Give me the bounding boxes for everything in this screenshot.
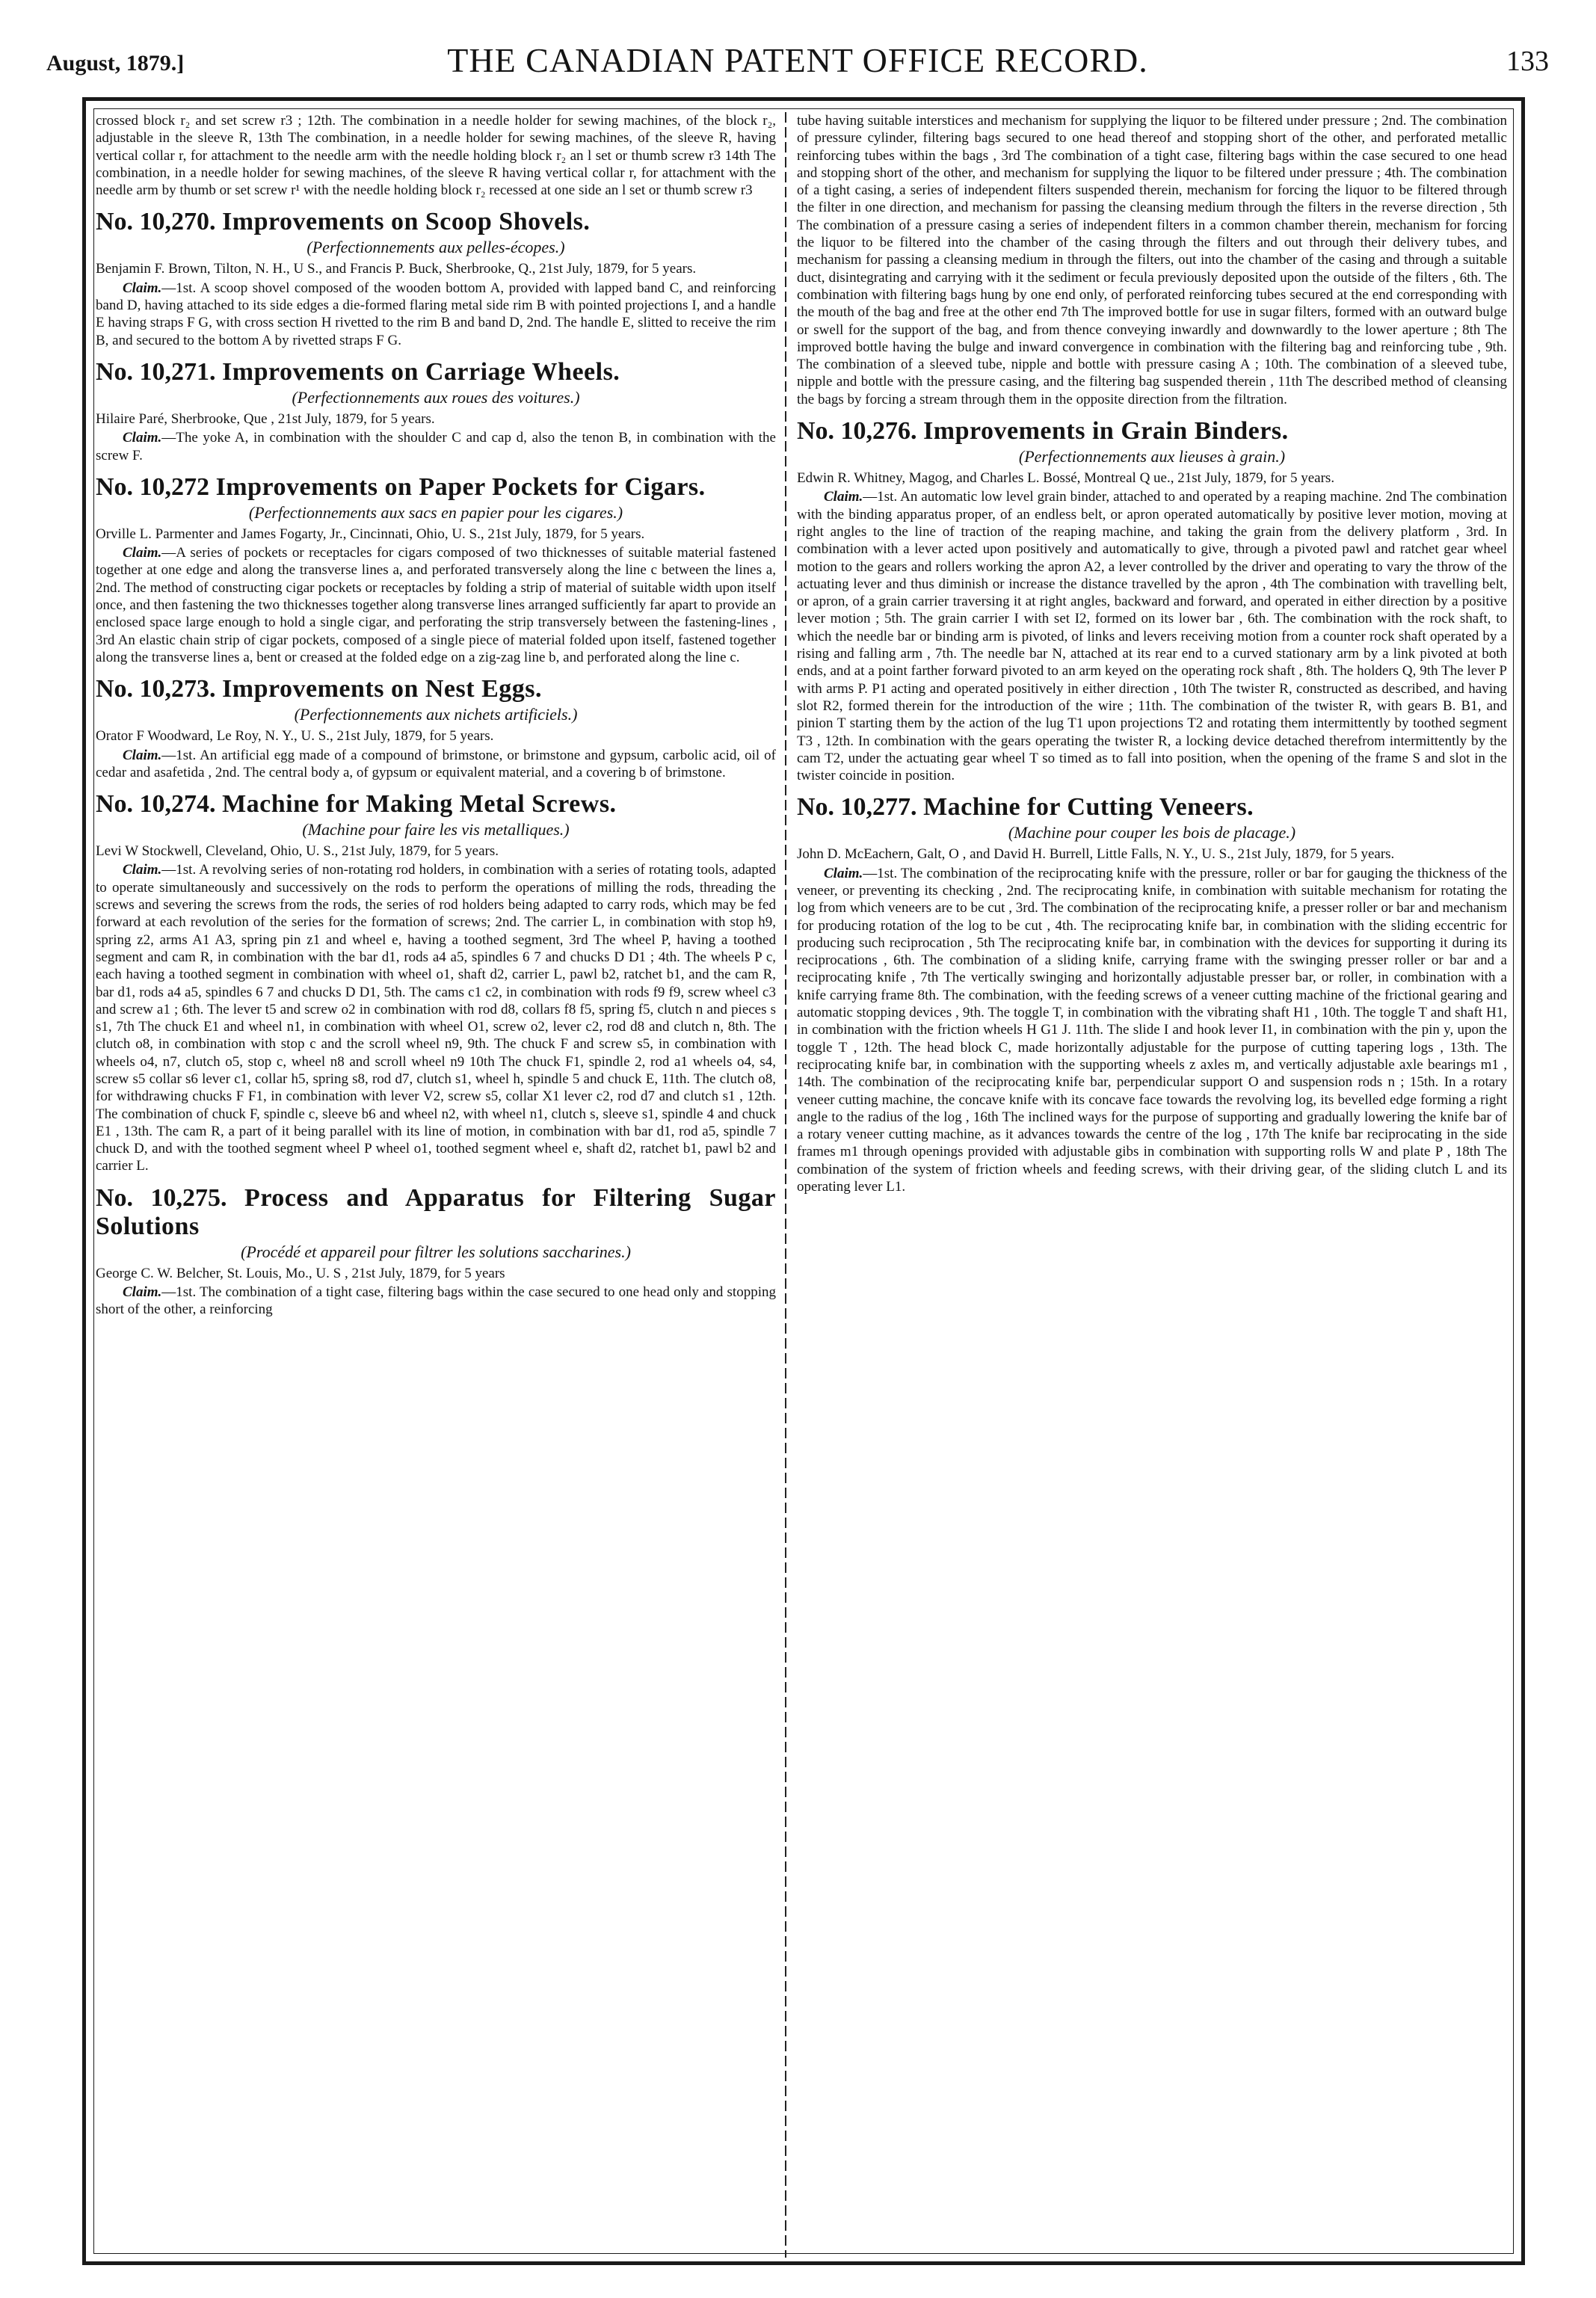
patent-number: No. 10,274. xyxy=(96,790,216,819)
claim-text: —1st. An automatic low level grain binder, attached to and operated by a reaping machine. 2nd The combination with the binding apparatus proper, of an endless belt, or apron operated automatically by positive lever motion, moving at right angles to the line of traction of the reaping machine, and taking the grain from the delivery platform , 3rd. In combination with a lever acted upon positively and automatically to give, through a pivoted pawl and ratchet gear wheel motion to the gears and rollers working the apron A2, a lever controlled by the driver and operating to vary the throw of the actuating lever and thus diminish or increase the distance travelled by the apron , 4th The combination with travelling belt, or apron, of a grain carrier traversing it at right angles, backward and forward, and operated in either direction by a positive lever motion ; 5th. The grain carrier I with set I2, formed on its lower bar , 6th. The combination with the rock shaft, to which the needle bar or binding arm is pivoted, of links and levers receiving motion from a counter rock shaft operated by a rising and falling arm , 7th. The needle bar N, attached at its rear end to a curved stationary arm by a link pivoted at both ends, and at a point farther forward pivoted to an arm keyed on the operating rock shaft , 8th. The holders Q, 9th The lever P with arms P. P1 acting and operated positively in either direction , 10th The twister R, constructed as described, and having slot R2, formed therein for the introduction of the wire ; 11th. The combination of the twister R, with gears B. B1, and pinion T starting them by the action of the lug T1 upon projections T2 and rotating them intermittently by toothed segment T3 , 12th. In combination with the gears operating the twister R, a locking device detached therefrom intermittently by the cam T2, under the actuating gear wheel T so timed as to fall into position, when the opening of the frame S and slot in the twister coincide in position. xyxy=(797,489,1507,784)
claim-text: —1st. The combination of the reciprocating knife with the pressure, roller or bar for gauging the thickness of the veneer, or preventing its checking , 2nd. The reciprocating knife, in combination with suitable mechanism for rotating the log from which veneers are to be cut , 3rd. The combination of the reciprocating knife, a presser roller or bar and mechanism for producing rotation of the log to be cut , 4th. The reciprocating knife bar, in combination with the sliding eccentric for producing such reciprocation , 5th The reciprocating knife bar, in combination with the devices for supporting it during its reciprocations , 6th. The combination of a sliding knife, carrying frame with the swinging presser roller or bar and a reciprocating knife , 7th The vertically swinging and horizontally adjustable presser bar, or roller, in combination with a knife carrying frame 8th. The combination, with the feeding screws of a veneer cutting machine of the frictional gearing and automatic stopping devices , 9th. The toggle T, in combination with the vibrating shaft H1 , 10th. The toggle T and shaft H1, in combination with the friction wheels H G1 J. 11th. The slide I and hook lever I1, in combination with the pin y, upon the toggle T , 12th. The head block C, made horizontally adjustable for the purpose of cutting tapering logs , 13th. The reciprocating knife bar, in combination with the supporting wheels z axles m, and vertically adjustable axle bearings m1 , 14th. The combination of the reciprocating knife bar, perpendicular support O and suspension rods n ; 15th. In a rotary veneer cutting machine, the concave knife with its concave face towards the revolving log, its bevelled edge forming a right angle to the radius of the log , 16th The inclined ways for the purpose of supporting and gradually lowering the knife bar of a rotary veneer cutting machine, as it advances towards the centre of the log , 17th The knife bar reciprocating in the side frames m1 through openings provided with adjustable gibs in combination with supporting rolls W and plate P , 18th The combination of the system of friction wheels and feeding screws, with their driving gear, of the sliding clutch L and its operating lever L1. xyxy=(797,865,1507,1195)
patent-entry xyxy=(96,1184,776,1319)
patent-number: No. 10,271. xyxy=(96,357,216,386)
claim-label: Claim. xyxy=(824,489,863,505)
french-title: (Perfectionnements aux lieuses à grain.) xyxy=(1018,447,1286,466)
claim-text: —1st. The combination of a tight case, filtering bags within the case secured to one head only and stopping short of the other, a reinforcing xyxy=(96,1284,776,1318)
patent-entry xyxy=(96,208,776,348)
claim-label: Claim. xyxy=(123,862,162,878)
patent-title xyxy=(96,1184,776,1241)
patentee-names: George C. W. Belcher, St. Louis, Mo., U. S , 21st July, 1879, for 5 years xyxy=(96,1265,505,1281)
claim-label: Claim. xyxy=(123,280,162,296)
patentee-names: Edwin R. Whitney, Magog, and Charles L. Bossé, Montreal Q ue., 21st July, 1879, for 5 years. xyxy=(797,470,1335,487)
patentee-names: Benjamin F. Brown, Tilton, N. H., U S., and Francis P. Buck, Sherbrooke, Q., 21st July, 1879, for 5 years. xyxy=(96,261,697,277)
page-number: 133 xyxy=(1506,46,1549,77)
patent-number: No. 10,276. xyxy=(797,417,917,446)
claim-text: —1st. A scoop shovel composed of the wooden bottom A, provided with lapped band C, and reinforcing band D, having attached to its side edges a die-formed flaring metal side rim B with pointed projections I, and a handle E having straps F G, with cross section H rivetted to the rim B and band D, 2nd. The handle E, slitted to receive the rim B, and secured to the bottom A by rivetted straps F G. xyxy=(96,280,776,348)
claim-paragraph xyxy=(797,865,1507,1196)
patent-title-text: Improvements on Nest Eggs. xyxy=(222,675,542,703)
patent-title xyxy=(96,675,776,703)
patent-entry xyxy=(96,790,776,1175)
left-entries xyxy=(96,208,776,1318)
patent-title-text: Machine for Cutting Veneers. xyxy=(923,793,1254,822)
patent-number: No. 10,272 xyxy=(96,472,210,501)
claim-text: —A series of pockets or receptacles for cigars composed of two thicknesses of suitable material fastened together at one edge and along the transverse lines a, and perforated transversely along the line c between the lines a, 2nd. The method of constructing cigar pockets or receptacles by folding a strip of material of suitable width upon itself once, and then fastening the two thicknesses together along transverse lines arranged sufficiently far apart to provide an enclosed space large enough to hold a single cigar, and perforating the strip transversely between the fastening-lines , 3rd An elastic chain strip of cigar pockets, composed of a single piece of material folded upon itself, fastened together along the transverse lines a, bent or creased at the folded edge on a zig-zag line b, and perforated along the line c. xyxy=(96,545,776,665)
french-title: (Perfectionnements aux roues des voitures.) xyxy=(292,387,580,407)
continued-claim-text: tube having suitable interstices and mechanism for supplying the liquor to be filtered under pressure ; 2nd. The combination of pressure cylinder, filtering bags secured to one head thereof and stopping short of the other, and perforated metallic reinforcing tubes within the bags , 3rd The combination of a tight case, filtering bags within the case secured to one head and stopping short of the other, and mechanism for supplying the liquor to be filtered under pressure ; 4th. The combination of a tight casing, a series of independent filters suspended therein, mechanism for forcing the liquor to be filtered through the filter in one direction, and mechanism for passing the cleansing medium through the filters in the reverse direction , 5th The combination of a pressure casing a series of independent filters in a common chamber therein, mechanism for forcing the liquor to be filtered into the chamber of the casing through the filters and out through their delivery tubes, and mechanism for passing a cleansing medium in through the filters, out into the chamber of the casing and through a suitable duct, disintegrating and carrying with it the sediment or fecula previously deposited upon the outside of the filters , 6th. The combination with filtering bags hung by one end only, of perforated reinforcing tubes secured at the end corresponding with the mouth of the bag and free at the other end 7th The improved bottle for use in sugar filters, formed with an outward bulge or swell for the support of the bag, and from thence conveying inwardly and downwardly to the lower aperture ; 8th The improved bottle having the bulge and inward convergence in combination with the filtering bag and reinforcing tube , 9th. The combination of a sleeved tube, nipple and bottle with pressure casing A ; 10th. The combination of a sleeved tube, nipple and bottle with the pressure casing, and the filtering bag suspended therein , 11th The described method of cleansing the bags by forcing a stream through them in the opposite direction from the filtration. xyxy=(797,113,1507,407)
patent-number: No. 10,273. xyxy=(96,675,216,703)
patent-title-text: Improvements on Carriage Wheels. xyxy=(222,357,620,386)
patentee-names: John D. McEachern, Galt, O , and David H. Burrell, Little Falls, N. Y., U. S., 21st July, 1879, for 5 years. xyxy=(797,846,1395,863)
patent-entry xyxy=(96,473,776,666)
right-column xyxy=(797,112,1507,2250)
claim-paragraph xyxy=(96,861,776,1174)
french-title: (Perfectionnements aux pelles-écopes.) xyxy=(306,238,565,257)
patent-entry xyxy=(96,675,776,781)
patent-entry xyxy=(797,793,1507,1195)
publication-title: THE CANADIAN PATENT OFFICE RECORD. xyxy=(447,41,1148,79)
claim-text: —The yoke A, in combination with the shoulder C and cap d, also the tenon B, in combination with the screw F. xyxy=(96,430,776,463)
patent-entry xyxy=(797,417,1507,784)
patent-title-text: Improvements on Scoop Shovels. xyxy=(222,208,591,236)
claim-paragraph xyxy=(96,747,776,782)
french-title: (Machine pour faire les vis metalliques.) xyxy=(302,820,570,840)
claim-paragraph xyxy=(96,280,776,349)
patent-title xyxy=(797,417,1507,446)
patentee-names: Levi W Stockwell, Cleveland, Ohio, U. S., 21st July, 1879, for 5 years. xyxy=(96,843,499,860)
claim-text: —1st. An artificial egg made of a compound of brimstone, or brimstone and gypsum, carbolic acid, oil of cedar and asafetida , 2nd. The central body a, of gypsum or equivalent material, and a covering b of brimstone. xyxy=(96,747,776,780)
column-divider xyxy=(785,112,786,2258)
patent-number: No. 10,275. xyxy=(96,1183,227,1212)
issue-date: August, 1879.] xyxy=(46,51,185,76)
patent-title-text: Improvements in Grain Binders. xyxy=(923,417,1289,446)
claim-label: Claim. xyxy=(123,430,162,446)
left-column xyxy=(96,112,776,2250)
patent-title xyxy=(96,473,776,502)
patent-title-text: Machine for Making Metal Screws. xyxy=(222,790,617,819)
patent-title xyxy=(96,358,776,386)
claim-paragraph xyxy=(96,429,776,464)
patent-number: No. 10,270. xyxy=(96,208,216,236)
patent-entry xyxy=(96,358,776,464)
claim-label: Claim. xyxy=(123,747,162,763)
patent-title-text: Process and Apparatus for Filtering Sugar Solutions xyxy=(96,1183,776,1240)
patentee-names: Orator F Woodward, Le Roy, N. Y., U. S., 21st July, 1879, for 5 years. xyxy=(96,728,494,745)
continued-claim-text: crossed block r₂ and set screw r3 ; 12th. The combination in a needle holder for sewing machines, of the block r₂, adjustable in the sleeve R, 13th The combination, in a needle holder for sewing machines, of the sleeve R, having vertical collar r, for attachment to the needle arm with the needle holding block r₂ an l set or thumb screw r3 14th The combination, in a needle holder for sewing machines, of the sleeve R having vertical collar r, for attachment with the needle arm by thumb or set screw r¹ with the needle holding block r₂ recessed at one side an l set or thumb screw r3 xyxy=(96,113,776,199)
patent-number: No. 10,277. xyxy=(797,793,917,822)
claim-label: Claim. xyxy=(123,545,162,561)
claim-label: Claim. xyxy=(824,865,863,881)
claim-label: Claim. xyxy=(123,1284,162,1301)
claim-paragraph xyxy=(96,1284,776,1319)
french-title: (Perfectionnements aux sacs en papier pour les cigares.) xyxy=(248,502,623,522)
claim-paragraph xyxy=(96,544,776,666)
claim-text: —1st. A revolving series of non-rotating rod holders, in combination with a series of rotating tools, adapted to operate simultaneously and successively on the rods to perform the operations of milling the rods, threading the screws and severing the screws from the rods, the series of rod holders being adapted to carry rods, which may be fed forward at each revolution of the series for the formation of screws; 2nd. The carrier L, in combination with stop h9, spring z2, arms A1 A3, spring pin z1 and wheel e, having a toothed segment, 3rd The wheel P, having a toothed segment and cam R, in combination with the bar d1, rods a4 a5, spindles 6 7 and chucks D D1 ; 4th. The wheels P c, each having a toothed segment in combination with wheel o1, shaft d2, carrier L, pawl b2, ratchet b1, and the cam R, bar d1, rods a4 a5, spindles 6 7 and chucks D D1, 5th. The cams c1 c2, in combination with rods f9 f9, screw wheel c3 and screw a1 ; 6th. The lever t5 and screw o2 in combination with rod d8, collars f8 f5, spring f5, clutch n and pieces s s1, 7th The chuck E1 and wheel n1, in combination with wheel O1, screw o2, lever c2, rod d8 and clutch n, 8th. The clutch o8, in combination with stop c and the scroll wheel n9, 9th. The chuck F and screw s5, in combination with wheels o4, n7, clutch o5, stop c, wheel n8 and scroll wheel n9 10th The chuck F1, spindle 2, rod a1 wheels o4, s4, screw s5 collar s6 lever c1, collar h5, spring s8, rod d7, clutch s1, wheel h, spindle 5 and chuck E, 11th. The clutch o8, for withdrawing chucks F F1, in combination with lever V2, screw s5, collar X1 lever c2, rod d7 and clutch s1 , 12th. The combination of chuck F, spindle c, sleeve b6 and wheel n2, with wheel n1, clutch s, sleeve s1, spindle 4 and chuck E1 , 13th. The cam R, a part of it being parallel with its line of motion, in combination with bar d1, rod a5, spindle 7 chuck D, and with the toothed segment wheel P wheel o1, toothed segment wheel e, shaft d2, ratchet b1, pawl b2 and carrier L. xyxy=(96,862,776,1174)
french-title: (Perfectionnements aux nichets artificiels.) xyxy=(294,705,578,724)
french-title: (Procédé et appareil pour filtrer les solutions saccharines.) xyxy=(241,1242,631,1261)
claim-paragraph xyxy=(797,488,1507,784)
french-title: (Machine pour couper les bois de placage.) xyxy=(1008,823,1296,843)
running-head xyxy=(46,37,1549,79)
patent-title xyxy=(797,793,1507,822)
patentee-names: Orville L. Parmenter and James Fogarty, Jr., Cincinnati, Ohio, U. S., 21st July, 1879, for 5 years. xyxy=(96,526,645,542)
patent-title xyxy=(96,208,776,236)
patent-title-text: Improvements on Paper Pockets for Cigars. xyxy=(215,472,706,501)
right-entries xyxy=(797,417,1507,1195)
patent-title xyxy=(96,790,776,819)
patentee-names: Hilaire Paré, Sherbrooke, Que , 21st July, 1879, for 5 years. xyxy=(96,410,435,427)
